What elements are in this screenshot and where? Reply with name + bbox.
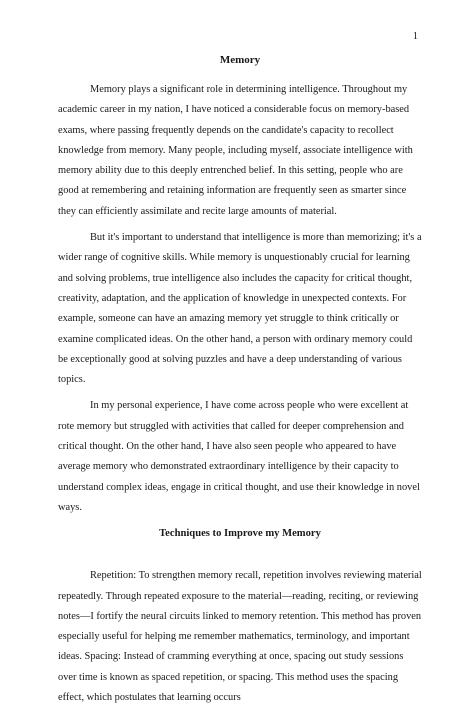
document-body — [58, 54, 422, 708]
page-number: 1 — [412, 31, 418, 42]
body-paragraph: In my personal experience, I have come across people who were excellent at rote memory but struggled with activities that called for deeper comprehension and critical thought. On the other hand, I have also seen people who appeared to have average memory who demonstrated extraordinary intelligence by their capacity to understand complex ideas, engage in critical thought, and use their knowledge in novel ways. — [58, 400, 420, 513]
section-paragraph: Repetition: To strengthen memory recall, repetition involves reviewing material repeatedly. Through repeated exposure to the material—reading, reciting, or reviewing notes—I fortify the neural circuits linked to memory retention. This method has proven especially useful for helping me remember mathematics, terminology, and important ideas. Spacing: Instead of cramming everything at once, spacing out study sessions over time is known as spaced repetition, or spacing. This method uses the spacing effect, which postulates that learning occurs — [58, 570, 422, 704]
section-heading: Techniques to Improve my Memory — [159, 528, 321, 540]
body-paragraph: But it's important to understand that intelligence is more than memorizing; it's a wider range of cognitive skills. While memory is unquestionably crucial for learning and solving problems, true intelligence also includes the capacity for critical thought, creativity, adaptation, and the application of knowledge in unexpected contexts. For example, someone can have an amazing memory yet struggle to think critically or examine complicated ideas. On the other hand, a person with ordinary memory could be exceptionally good at solving puzzles and have a deep understanding of various topics. — [58, 232, 422, 386]
body-paragraph: Memory plays a significant role in determining intelligence. Throughout my academic career in my nation, I have noticed a considerable focus on memory-based exams, where passing frequently depends on the candidate's capacity to recollect knowledge from memory. Many people, including myself, associate intelligence with memory ability due to this deeply entrenched belief. In this setting, people who are good at remembering and retaining information are frequently seen as smarter since they can efficiently assimilate and recite large amounts of material. — [58, 84, 413, 217]
document-title: Memory — [219, 54, 261, 66]
